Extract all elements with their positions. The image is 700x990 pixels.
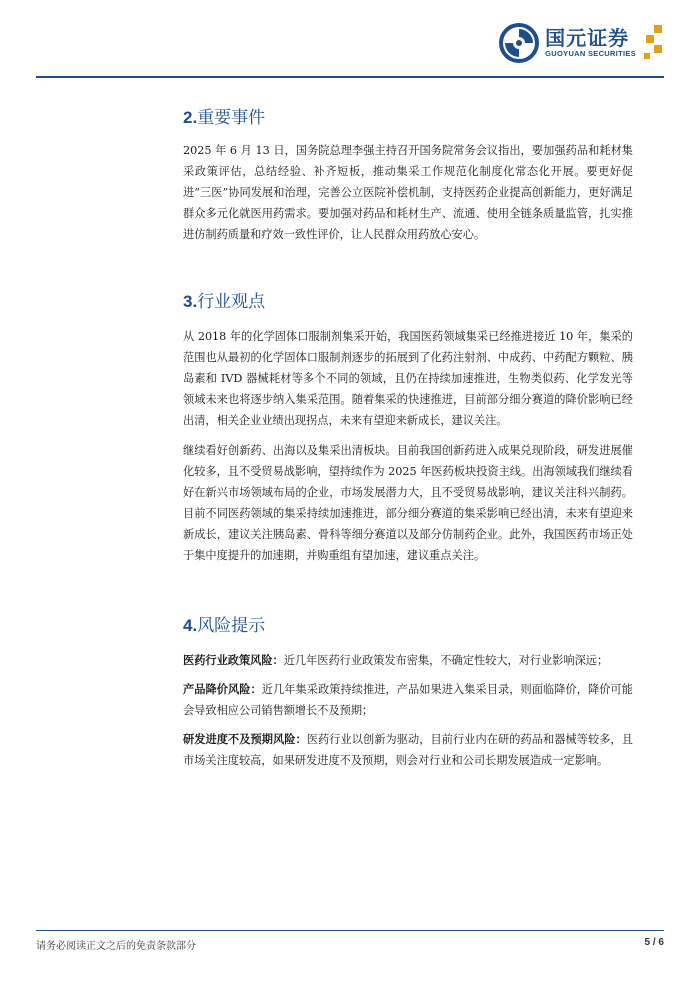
page-footer bbox=[36, 930, 664, 961]
guoyuan-logo-icon bbox=[499, 23, 539, 63]
paragraph bbox=[183, 326, 633, 431]
risk-lead: 医药行业政策风险： bbox=[183, 654, 284, 667]
page-header bbox=[36, 0, 664, 78]
section-number: 3. bbox=[183, 292, 198, 311]
risk-text: 近几年医药行业政策发布密集，不确定性较大，对行业影响深远； bbox=[283, 654, 609, 667]
risk-text: 医药行业以创新为驱动，目前行业内在研的药品和器械等较多，且市场关注度较高，如果研发进度不及预期，则会对行业和公司长期发展造成一定影响。 bbox=[183, 733, 633, 767]
section-title: 重要事件 bbox=[197, 108, 266, 128]
risk-lead: 产品降价风险： bbox=[183, 683, 262, 696]
section-heading bbox=[183, 106, 633, 130]
section-number: 4. bbox=[183, 616, 198, 635]
page-number: 5 / 6 bbox=[644, 937, 664, 948]
risk-text: 近几年集采政策持续推进，产品如果进入集采目录，则面临降价，降价可能会导致相应公司销售额增长不及预期； bbox=[183, 683, 633, 717]
brand-name-cn: 国元证券 bbox=[545, 26, 630, 50]
paragraph-text: 从 2018 年的化学固体口服制剂集采开始，我国医药领域集采已经推进接近 10 年，集采的范围也从最初的化学固体口服制剂逐步的拓展到了化药注射剂、中成药、中药配方颗粒、胰岛素和 IVD 器械耗材等多个不同的领域，且仍在持续加速推进，生物类似药、化学发光等领域未来也将逐步纳入集采范围。随着集采的快速推进，目前部分细分赛道的降价影响已经出清，相关企业业绩出现拐点，未来有望迎来新成长，建议关注。 bbox=[183, 330, 633, 427]
paragraph-text: 2025 年 6 月 13 日，国务院总理李强主持召开国务院常务会议指出，要加强药品和耗材集采政策评估，总结经验、补齐短板，推动集采工作规范化制度化常态化开展。要更好促进“三医”协同发展和治理，完善公立医院补偿机制，支持医药企业提高创新能力，更好满足群众多元化就医用药需求。要加强对药品和耗材生产、流通、使用全链条质量监管，扎实推进仿制药质量和疗效一致性评价，让人民群众用药放心安心。 bbox=[183, 144, 633, 241]
risk-item bbox=[183, 679, 633, 721]
gold-squares-icon bbox=[642, 23, 664, 63]
paragraph-text: 继续看好创新药、出海以及集采出清板块。目前我国创新药进入成果兑现阶段，研发进展催化较多，且不受贸易战影响，望持续作为 2025 年医药板块投资主线。出海领域我们继续看好在新兴市场领域布局的企业，市场发展潜力大，且不受贸易战影响，建议关注科兴制药。目前不同医药领域的集采持续加速推进，部分细分赛道的集采影响已经出清，未来有望迎来新成长，建议关注胰岛素、骨科等细分赛道以及部分仿制药企业。此外，我国医药市场正处于集中度提升的加速期，并购重组有望加速，建议重点关注。 bbox=[183, 444, 633, 562]
paragraph bbox=[183, 140, 633, 245]
section-title: 行业观点 bbox=[197, 292, 266, 312]
disclaimer-note: 请务必阅读正文之后的免责条款部分 bbox=[36, 941, 196, 952]
section-number: 2. bbox=[183, 108, 198, 127]
brand-name-en: GUOYUAN SECURITIES bbox=[545, 49, 636, 58]
section-title: 风险提示 bbox=[197, 616, 266, 636]
paragraph bbox=[183, 440, 633, 566]
brand-logo bbox=[499, 22, 664, 64]
risk-item bbox=[183, 650, 633, 671]
section-heading bbox=[183, 614, 633, 638]
risk-item bbox=[183, 729, 633, 771]
section-important-events bbox=[183, 106, 633, 245]
risk-lead: 研发进度不及预期风险： bbox=[183, 733, 307, 746]
section-heading bbox=[183, 290, 633, 314]
section-industry-view bbox=[183, 290, 633, 566]
section-risk-warning bbox=[183, 614, 633, 771]
